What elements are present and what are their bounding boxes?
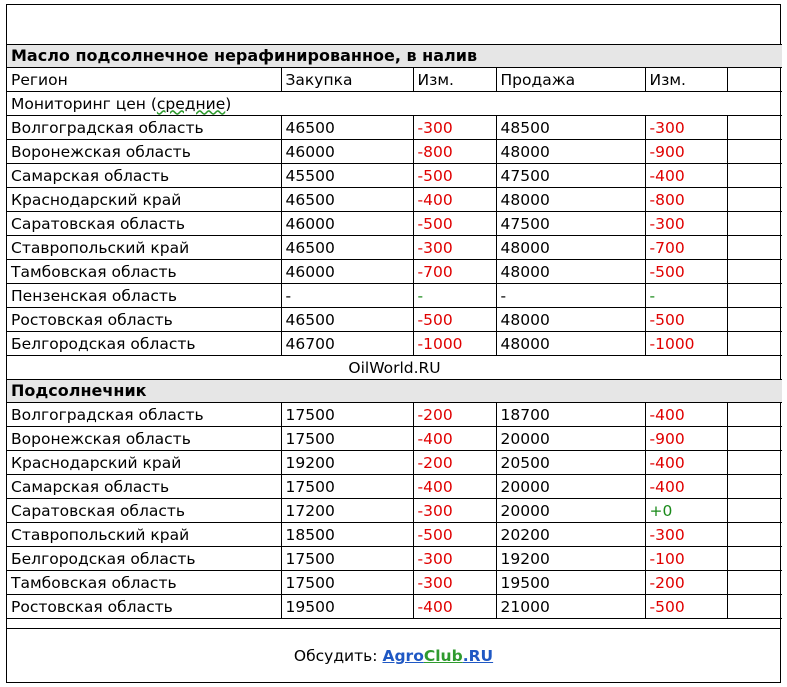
buy-cell: 46500	[281, 236, 413, 260]
empty-cell	[727, 499, 782, 523]
table-row	[7, 523, 782, 547]
region-cell: Самарская область	[7, 475, 281, 499]
buy-cell: 46000	[281, 212, 413, 236]
sell-cell: 48000	[496, 332, 645, 356]
price-table-frame	[6, 4, 781, 683]
region-cell: Саратовская область	[7, 499, 281, 523]
buy-change-cell: -1000	[413, 332, 496, 356]
sell-cell: 48000	[496, 140, 645, 164]
buy-cell: 45500	[281, 164, 413, 188]
table-row	[7, 595, 782, 619]
table-row	[7, 236, 782, 260]
empty-cell	[727, 595, 782, 619]
region-cell: Тамбовская область	[7, 571, 281, 595]
header-region: Регион	[7, 68, 281, 92]
table-row	[7, 332, 782, 356]
buy-cell: 46500	[281, 308, 413, 332]
sell-cell: 20000	[496, 427, 645, 451]
region-cell: Волгоградская область	[7, 403, 281, 427]
region-cell: Краснодарский край	[7, 451, 281, 475]
buy-cell: 19500	[281, 595, 413, 619]
table-row	[7, 403, 782, 427]
sell-change-cell: -900	[645, 140, 727, 164]
sell-cell: 48000	[496, 188, 645, 212]
empty-cell	[727, 140, 782, 164]
site-section	[7, 356, 782, 380]
table-row	[7, 260, 782, 284]
region-cell: Воронежская область	[7, 140, 281, 164]
price-table	[7, 44, 782, 619]
sell-change-cell: -400	[645, 475, 727, 499]
region-cell: Ставропольский край	[7, 523, 281, 547]
sell-change-cell: -900	[645, 427, 727, 451]
buy-cell: 46500	[281, 116, 413, 140]
table-row	[7, 140, 782, 164]
table-row	[7, 427, 782, 451]
buy-cell: 46500	[281, 188, 413, 212]
monitoring-word: средние	[156, 94, 226, 113]
header-row	[7, 68, 782, 92]
buy-change-cell: -700	[413, 260, 496, 284]
sell-change-cell: -500	[645, 260, 727, 284]
sell-change-cell: -800	[645, 188, 727, 212]
empty-cell	[727, 236, 782, 260]
region-cell: Белгородская область	[7, 547, 281, 571]
table-row	[7, 547, 782, 571]
sell-change-cell: -100	[645, 547, 727, 571]
buy-change-cell: -	[413, 284, 496, 308]
buy-change-cell: -500	[413, 308, 496, 332]
sell-cell: 21000	[496, 595, 645, 619]
sell-change-cell: +0	[645, 499, 727, 523]
monitoring-label	[7, 92, 782, 116]
buy-cell: 17500	[281, 547, 413, 571]
header-empty	[727, 68, 782, 92]
region-cell: Самарская область	[7, 164, 281, 188]
site-label: OilWorld.RU	[7, 356, 782, 380]
table-row	[7, 212, 782, 236]
buy-cell: 18500	[281, 523, 413, 547]
sell-change-cell: -400	[645, 164, 727, 188]
header-sell-change: Изм.	[645, 68, 727, 92]
sell-change-cell: -	[645, 284, 727, 308]
table-row	[7, 499, 782, 523]
buy-change-cell: -300	[413, 116, 496, 140]
empty-cell	[727, 332, 782, 356]
empty-cell	[727, 571, 782, 595]
table-row	[7, 571, 782, 595]
sell-cell: -	[496, 284, 645, 308]
empty-cell	[727, 523, 782, 547]
buy-change-cell: -400	[413, 475, 496, 499]
region-cell: Пензенская область	[7, 284, 281, 308]
buy-cell: 17500	[281, 403, 413, 427]
top-blank-area	[7, 5, 780, 44]
table-row	[7, 475, 782, 499]
buy-change-cell: -300	[413, 236, 496, 260]
buy-cell: 17500	[281, 475, 413, 499]
sell-change-cell: -200	[645, 571, 727, 595]
buy-change-cell: -800	[413, 140, 496, 164]
buy-cell: 46000	[281, 260, 413, 284]
oil-section	[7, 45, 782, 356]
sell-change-cell: -400	[645, 451, 727, 475]
table-row	[7, 164, 782, 188]
table-row	[7, 188, 782, 212]
header-sell: Продажа	[496, 68, 645, 92]
sell-cell: 20000	[496, 499, 645, 523]
oil-title: Масло подсолнечное нерафинированное, в налив	[7, 45, 782, 68]
sell-cell: 19200	[496, 547, 645, 571]
seeds-title-row	[7, 380, 782, 403]
empty-cell	[727, 547, 782, 571]
empty-cell	[727, 451, 782, 475]
table-row	[7, 284, 782, 308]
region-cell: Ставропольский край	[7, 236, 281, 260]
sell-change-cell: -400	[645, 403, 727, 427]
empty-cell	[727, 212, 782, 236]
table-row	[7, 308, 782, 332]
empty-cell	[727, 116, 782, 140]
oil-title-row	[7, 45, 782, 68]
region-cell: Воронежская область	[7, 427, 281, 451]
sell-change-cell: -500	[645, 595, 727, 619]
empty-cell	[727, 188, 782, 212]
empty-cell	[727, 308, 782, 332]
monitoring-suffix: )	[225, 94, 232, 113]
seeds-section	[7, 380, 782, 619]
sell-change-cell: -1000	[645, 332, 727, 356]
monitoring-row	[7, 92, 782, 116]
empty-cell	[727, 284, 782, 308]
sell-change-cell: -300	[645, 212, 727, 236]
buy-change-cell: -500	[413, 212, 496, 236]
buy-change-cell: -300	[413, 499, 496, 523]
region-cell: Ростовская область	[7, 308, 281, 332]
header-buy: Закупка	[281, 68, 413, 92]
region-cell: Тамбовская область	[7, 260, 281, 284]
buy-change-cell: -400	[413, 595, 496, 619]
table-row	[7, 451, 782, 475]
footer	[7, 628, 780, 684]
empty-cell	[727, 164, 782, 188]
buy-change-cell: -500	[413, 164, 496, 188]
buy-change-cell: -200	[413, 451, 496, 475]
sell-cell: 20500	[496, 451, 645, 475]
buy-change-cell: -300	[413, 547, 496, 571]
seeds-title: Подсолнечник	[7, 380, 782, 403]
sell-change-cell: -300	[645, 523, 727, 547]
buy-change-cell: -300	[413, 571, 496, 595]
link-ru: .RU	[462, 647, 494, 665]
header-buy-change: Изм.	[413, 68, 496, 92]
buy-cell: 17200	[281, 499, 413, 523]
sell-change-cell: -500	[645, 308, 727, 332]
buy-cell: 17500	[281, 571, 413, 595]
sell-cell: 18700	[496, 403, 645, 427]
empty-cell	[727, 475, 782, 499]
sell-cell: 19500	[496, 571, 645, 595]
agroclub-link[interactable]	[382, 647, 493, 665]
buy-cell: 17500	[281, 427, 413, 451]
sell-change-cell: -700	[645, 236, 727, 260]
empty-cell	[727, 403, 782, 427]
discuss-label: Обсудить:	[293, 647, 378, 665]
region-cell: Ростовская область	[7, 595, 281, 619]
sell-cell: 48500	[496, 116, 645, 140]
sell-cell: 47500	[496, 164, 645, 188]
sell-cell: 47500	[496, 212, 645, 236]
sell-cell: 20200	[496, 523, 645, 547]
table-row	[7, 116, 782, 140]
link-club: Club	[423, 647, 463, 665]
region-cell: Белгородская область	[7, 332, 281, 356]
buy-cell: 46000	[281, 140, 413, 164]
sell-cell: 48000	[496, 236, 645, 260]
site-row	[7, 356, 782, 380]
region-cell: Краснодарский край	[7, 188, 281, 212]
buy-cell: 46700	[281, 332, 413, 356]
link-agro: Agro	[382, 647, 424, 665]
region-cell: Саратовская область	[7, 212, 281, 236]
sell-cell: 20000	[496, 475, 645, 499]
sell-cell: 48000	[496, 308, 645, 332]
buy-change-cell: -400	[413, 188, 496, 212]
sell-change-cell: -300	[645, 116, 727, 140]
sell-cell: 48000	[496, 260, 645, 284]
region-cell: Волгоградская область	[7, 116, 281, 140]
empty-cell	[727, 427, 782, 451]
buy-cell: 19200	[281, 451, 413, 475]
monitoring-prefix: Мониторинг цен (	[11, 94, 157, 113]
empty-cell	[727, 260, 782, 284]
buy-change-cell: -500	[413, 523, 496, 547]
buy-cell: -	[281, 284, 413, 308]
buy-change-cell: -200	[413, 403, 496, 427]
buy-change-cell: -400	[413, 427, 496, 451]
